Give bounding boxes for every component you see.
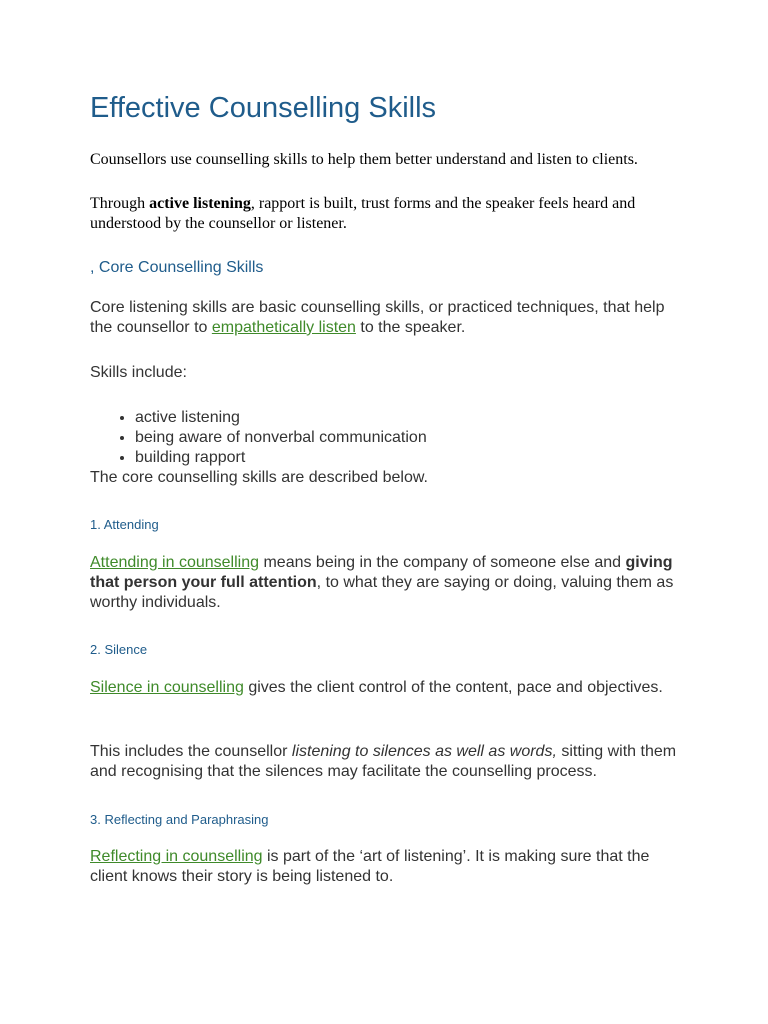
silence-text-1: gives the client control of the content, pace and objectives.	[243, 679, 663, 696]
attending-heading: 1. Attending	[90, 517, 159, 532]
intro-paragraph-1	[90, 150, 680, 170]
list-item: • active listening	[135, 408, 427, 428]
attending-text-1: means being in the company of someone else and	[259, 554, 626, 571]
active-listening-bold: active listening	[149, 195, 251, 212]
empathetically-listen-link[interactable]: empathetically listen	[211, 319, 356, 336]
list-item: • building rapport	[135, 448, 427, 468]
silence-text-before: This includes the counsellor	[90, 743, 292, 760]
attending-paragraph	[90, 553, 690, 613]
silence-paragraph-1	[90, 678, 690, 698]
silence-text-after: sitting with them and recognising that the silences may facilitate the counselling process.	[90, 743, 677, 780]
full-attention-bold: giving that person your full attention	[90, 554, 673, 591]
reflecting-heading: 3. Reflecting and Paraphrasing	[90, 812, 269, 827]
skills-list	[90, 408, 427, 468]
attending-text-2: , to what they are saying or doing, valuing them as worthy individuals.	[90, 574, 674, 611]
silence-heading: 2. Silence	[90, 642, 148, 657]
silence-italic: listening to silences as well as words,	[291, 743, 557, 760]
intro-text: Counsellors use counselling skills to help them better understand and listen to clients.	[90, 151, 638, 168]
reflecting-paragraph	[90, 847, 690, 887]
reflecting-text: is part of the ‘art of listening’. It is making sure that the client knows their story is being listened to.	[90, 848, 650, 885]
list-item: • being aware of nonverbal communication	[135, 428, 427, 448]
core-paragraph	[90, 298, 690, 338]
skills-intro: Skills include:	[90, 364, 187, 381]
intro-text-before: Through	[90, 195, 150, 212]
described-below: The core counselling skills are described below.	[90, 469, 428, 486]
intro-paragraph-2	[90, 194, 680, 234]
core-skills-heading: , Core Counselling Skills	[90, 259, 264, 276]
silence-link[interactable]: Silence in counselling	[90, 679, 244, 696]
attending-link[interactable]: Attending in counselling	[90, 554, 260, 571]
core-text-before: Core listening skills are basic counselling skills, or practiced techniques, that help the counsellor to	[90, 299, 665, 336]
silence-paragraph-2	[90, 742, 690, 782]
reflecting-link[interactable]: Reflecting in counselling	[90, 848, 263, 865]
page-title: Effective Counselling Skills	[90, 92, 437, 124]
core-text-after: to the speaker.	[355, 319, 466, 336]
intro-text-after: , rapport is built, trust forms and the speaker feels heard and understood by the counsellor or listener.	[90, 195, 636, 232]
